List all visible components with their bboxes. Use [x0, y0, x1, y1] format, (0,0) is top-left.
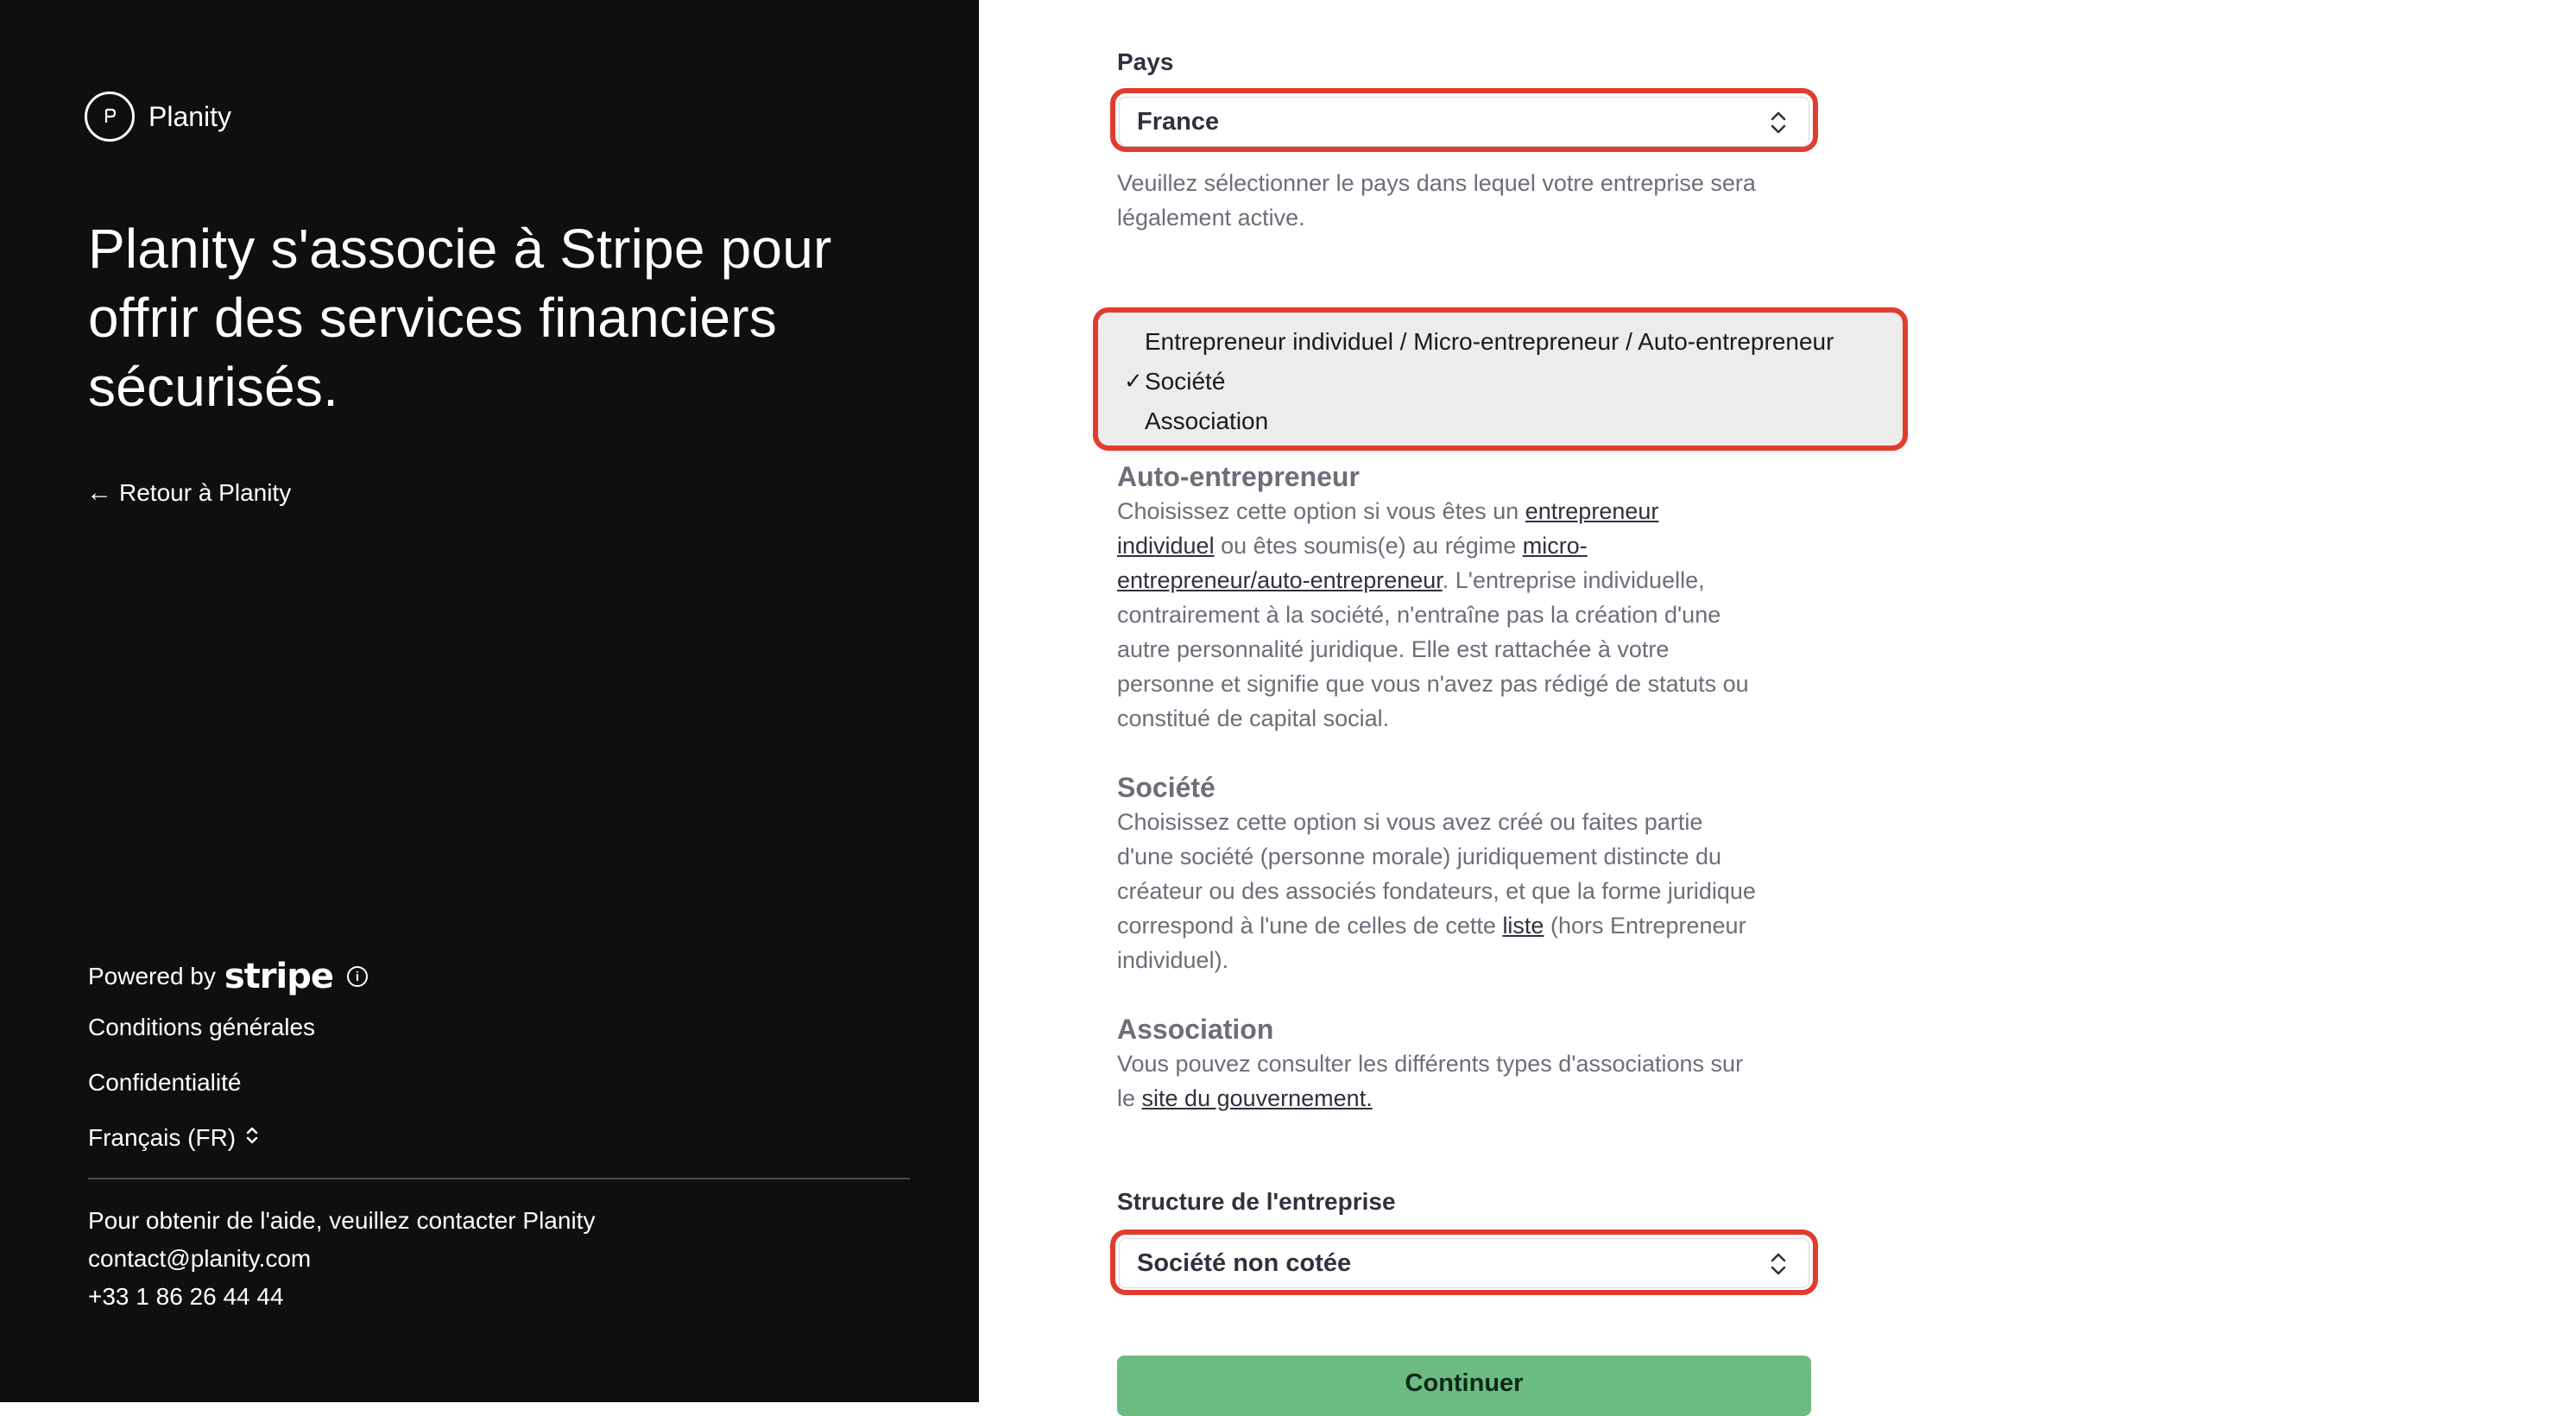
government-site-link[interactable]: site du gouvernement.: [1141, 1085, 1373, 1111]
text-fragment: . L'entreprise individuelle,: [1442, 567, 1705, 593]
option-label: Société: [1145, 368, 1226, 395]
language-label: Français (FR): [88, 1124, 237, 1151]
association-line-2: [1117, 1081, 1825, 1116]
entrepreneur-line-2: [1117, 528, 1825, 563]
entrepreneur-line-4: contrairement à la société, n'entraîne pas la création d'une: [1117, 602, 1721, 628]
business-type-dropdown[interactable]: [1100, 313, 1903, 446]
brand[interactable]: [85, 92, 231, 142]
info-icon[interactable]: i: [347, 966, 368, 987]
entrepreneur-individuel-link-cont[interactable]: individuel: [1117, 533, 1215, 559]
societe-description: [1117, 805, 1825, 977]
text-fragment: correspond à l'une de celles de cette: [1117, 913, 1503, 939]
societe-title: Société: [1117, 772, 1215, 803]
planity-logo-icon: [85, 92, 135, 142]
entrepreneur-line-1: [1117, 494, 1825, 528]
checkmark-icon: ✓: [1124, 368, 1143, 394]
contact-phone[interactable]: +33 1 86 26 44 44: [88, 1283, 284, 1310]
societe-line-3: créateur ou des associés fondateurs, et que la forme juridique: [1117, 878, 1756, 904]
association-description: [1117, 1046, 1825, 1116]
contact-intro: Pour obtenir de l'aide, veuillez contacter Planity: [88, 1207, 596, 1234]
brand-name: Planity: [148, 100, 232, 132]
structure-value: Société non cotée: [1137, 1248, 1352, 1277]
arrow-left-icon: ←: [86, 478, 112, 507]
chevron-up-down-icon: [244, 1124, 260, 1152]
powered-by-label: Powered by: [88, 963, 216, 989]
societe-line-5: individuel).: [1117, 947, 1229, 973]
chevron-up-down-icon: [1767, 1249, 1790, 1286]
text-fragment: le: [1117, 1085, 1142, 1111]
entrepreneur-line-6: personne et signifie que vous n'avez pas rédigé de statuts ou: [1117, 671, 1749, 697]
micro-entrepreneur-link[interactable]: micro-: [1522, 533, 1588, 559]
entrepreneur-individuel-link[interactable]: entrepreneur: [1525, 498, 1659, 524]
page-headline: Planity s'associe à Stripe pour offrir des services financiers sécurisés.: [88, 218, 832, 418]
text-fragment: (hors Entrepreneur: [1544, 913, 1746, 939]
powered-by-stripe: [88, 957, 368, 996]
text-fragment: ou êtes soumis(e) au régime: [1214, 533, 1523, 559]
country-label: Pays: [1117, 48, 1174, 75]
terms-link[interactable]: Conditions générales: [88, 1014, 316, 1040]
societe-line-2: d'une société (personne morale) juridiquement distincte du: [1117, 844, 1722, 869]
left-panel: [0, 0, 979, 1402]
country-help-text: Veuillez sélectionner le pays dans lequel votre entreprise sera légalement active.: [1117, 170, 1756, 231]
chevron-up-down-icon: [1767, 108, 1790, 144]
societe-line-4: [1117, 908, 1825, 943]
stripe-logo[interactable]: stripe: [224, 957, 334, 996]
option-label: Association: [1145, 408, 1269, 434]
text-fragment: Choisissez cette option si vous êtes un: [1117, 498, 1525, 524]
country-value: France: [1137, 107, 1220, 136]
country-select[interactable]: [1119, 97, 1809, 147]
association-line-1: Vous pouvez consulter les différents types d'associations sur: [1117, 1051, 1744, 1077]
societe-line-1: Choisissez cette option si vous avez créé ou faites partie: [1117, 809, 1703, 835]
entrepreneur-line-5: autre personnalité juridique. Elle est rattachée à votre: [1117, 636, 1670, 662]
language-selector[interactable]: [88, 1124, 260, 1152]
liste-link[interactable]: liste: [1502, 913, 1544, 939]
entrepreneur-description: [1117, 494, 1825, 736]
continue-button[interactable]: Continuer: [1117, 1356, 1811, 1416]
entrepreneur-line-7: constitué de capital social.: [1117, 705, 1390, 731]
association-title: Association: [1117, 1014, 1274, 1045]
option-label: Entrepreneur individuel / Micro-entrepreneur / Auto-entrepreneur: [1145, 328, 1834, 355]
entrepreneur-title: Auto-entrepreneur: [1117, 461, 1360, 492]
micro-entrepreneur-link-cont[interactable]: entrepreneur/auto-entrepreneur: [1117, 567, 1443, 593]
entrepreneur-line-3: [1117, 563, 1825, 597]
footer-divider: [88, 1178, 910, 1179]
back-link-label: Retour à Planity: [119, 479, 292, 506]
contact-email[interactable]: contact@planity.com: [88, 1245, 312, 1272]
back-to-planity-link[interactable]: [86, 478, 291, 508]
structure-label: Structure de l'entreprise: [1117, 1188, 1396, 1215]
structure-select[interactable]: [1119, 1238, 1809, 1288]
privacy-link[interactable]: Confidentialité: [88, 1069, 242, 1096]
